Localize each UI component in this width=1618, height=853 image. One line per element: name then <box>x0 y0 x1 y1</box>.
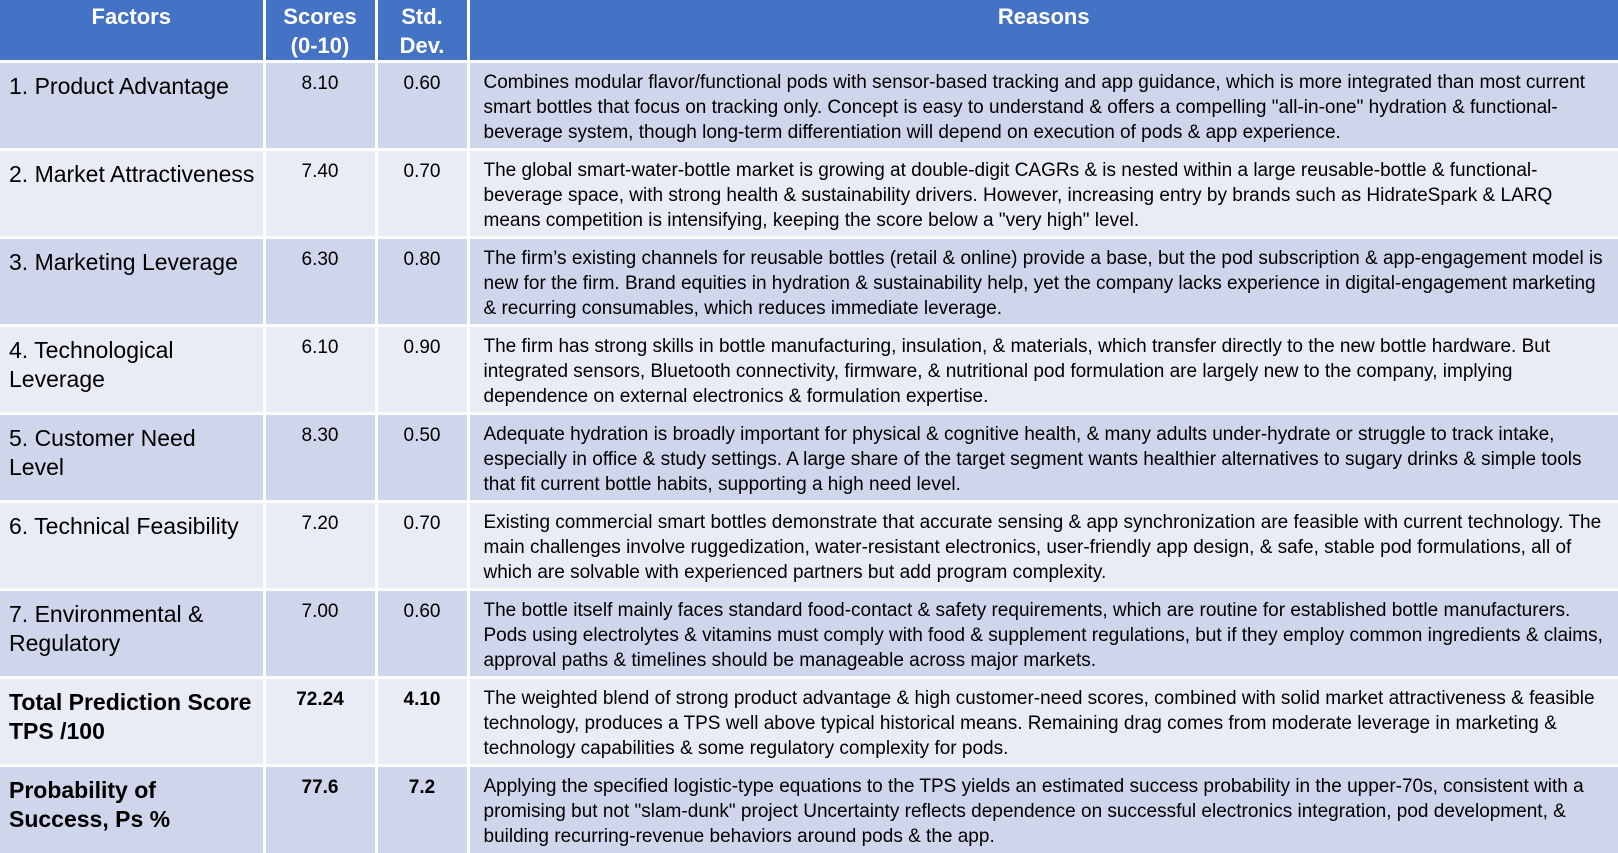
table-row-probability-of-success <box>0 766 1618 853</box>
std-dev-cell: 0.80 <box>376 238 468 326</box>
table-row-product-advantage <box>0 62 1618 150</box>
reason-cell: The bottle itself mainly faces standard food-contact & safety requirements, which are routine for established bottle manufacturers. Pods using electrolytes & vitamins must comply with food & supplement regulations, but if they employ common ingredients & claims, approval paths & timelines should be manageable across major markets. <box>468 590 1618 678</box>
score-cell: 6.10 <box>264 326 376 414</box>
std-dev-cell: 0.70 <box>376 502 468 590</box>
header-row <box>0 0 1618 62</box>
std-dev-cell: 0.50 <box>376 414 468 502</box>
factor-cell: 2. Market Attractiveness <box>0 150 264 238</box>
score-cell: 7.20 <box>264 502 376 590</box>
factor-cell: 6. Technical Feasibility <box>0 502 264 590</box>
factor-cell: 7. Environmental & Regulatory <box>0 590 264 678</box>
score-cell: 72.24 <box>264 678 376 766</box>
table-row-marketing-leverage <box>0 238 1618 326</box>
factor-cell: Total Prediction Score TPS /100 <box>0 678 264 766</box>
std-dev-cell: 0.90 <box>376 326 468 414</box>
score-cell: 8.30 <box>264 414 376 502</box>
header-factors: Factors <box>0 0 264 62</box>
reason-cell: The firm’s existing channels for reusable bottles (retail & online) provide a base, but the pod subscription & app-engagement model is new for the firm. Brand equities in hydration & sustainability help, yet the company lacks experience in digital-engagement marketing & recurring consumables, which reduces immediate leverage. <box>468 238 1618 326</box>
header-std-dev: Std. Dev. <box>376 0 468 62</box>
reason-cell: Applying the specified logistic-type equations to the TPS yields an estimated success probability in the upper-70s, consistent with a promising but not "slam-dunk" project Uncertainty reflects dependence on successful electronics integration, pod development, & building recurring-revenue behaviors around pods & the app. <box>468 766 1618 853</box>
std-dev-cell: 0.60 <box>376 62 468 150</box>
factor-cell: 5. Customer Need Level <box>0 414 264 502</box>
reason-cell: The weighted blend of strong product advantage & high customer-need scores, combined with solid market attractiveness & feasible technology, produces a TPS well above typical historical means. Remaining drag comes from moderate leverage in marketing & technology capabilities & some regulatory complexity for pods. <box>468 678 1618 766</box>
std-dev-cell: 0.60 <box>376 590 468 678</box>
std-dev-cell: 7.2 <box>376 766 468 853</box>
table-row-market-attractiveness <box>0 150 1618 238</box>
header-reasons: Reasons <box>468 0 1618 62</box>
header-scores: Scores (0-10) <box>264 0 376 62</box>
reason-cell: The firm has strong skills in bottle manufacturing, insulation, & materials, which transfer directly to the new bottle hardware. But integrated sensors, Bluetooth connectivity, firmware, & nutritional pod formulation are largely new to the company, implying dependence on external electronics & formulation expertise. <box>468 326 1618 414</box>
table-row-technical-feasibility <box>0 502 1618 590</box>
factor-cell: Probability of Success, Ps % <box>0 766 264 853</box>
factor-cell: 3. Marketing Leverage <box>0 238 264 326</box>
table-row-environmental-regulatory <box>0 590 1618 678</box>
score-cell: 7.40 <box>264 150 376 238</box>
score-cell: 77.6 <box>264 766 376 853</box>
table-row-total-prediction-score <box>0 678 1618 766</box>
factor-cell: 4. Technological Leverage <box>0 326 264 414</box>
table-row-technological-leverage <box>0 326 1618 414</box>
reason-cell: Existing commercial smart bottles demonstrate that accurate sensing & app synchronization are feasible with current technology. The main challenges involve ruggedization, water-resistant electronics, user-friendly app design, & safe, stable pod formulations, all of which are solvable with experienced partners but add program complexity. <box>468 502 1618 590</box>
reason-cell: Combines modular flavor/functional pods with sensor-based tracking and app guidance, which is more integrated than most current smart bottles that focus on tracking only. Concept is easy to understand & offers a compelling "all-in-one" hydration & functional-beverage system, though long-term differentiation will depend on execution of pods & app experience. <box>468 62 1618 150</box>
std-dev-cell: 4.10 <box>376 678 468 766</box>
factor-cell: 1. Product Advantage <box>0 62 264 150</box>
score-cell: 8.10 <box>264 62 376 150</box>
reason-cell: The global smart-water-bottle market is growing at double-digit CAGRs & is nested within a large reusable-bottle & functional-beverage space, with strong health & sustainability drivers. However, increasing entry by brands such as HidrateSpark & LARQ means competition is intensifying, keeping the score below a "very high" level. <box>468 150 1618 238</box>
reason-cell: Adequate hydration is broadly important for physical & cognitive health, & many adults under-hydrate or struggle to track intake, especially in office & study settings. A large share of the target segment wants healthier alternatives to sugary drinks & simple tools that fit current bottle habits, supporting a high need level. <box>468 414 1618 502</box>
std-dev-cell: 0.70 <box>376 150 468 238</box>
score-cell: 6.30 <box>264 238 376 326</box>
score-cell: 7.00 <box>264 590 376 678</box>
table-row-customer-need-level <box>0 414 1618 502</box>
